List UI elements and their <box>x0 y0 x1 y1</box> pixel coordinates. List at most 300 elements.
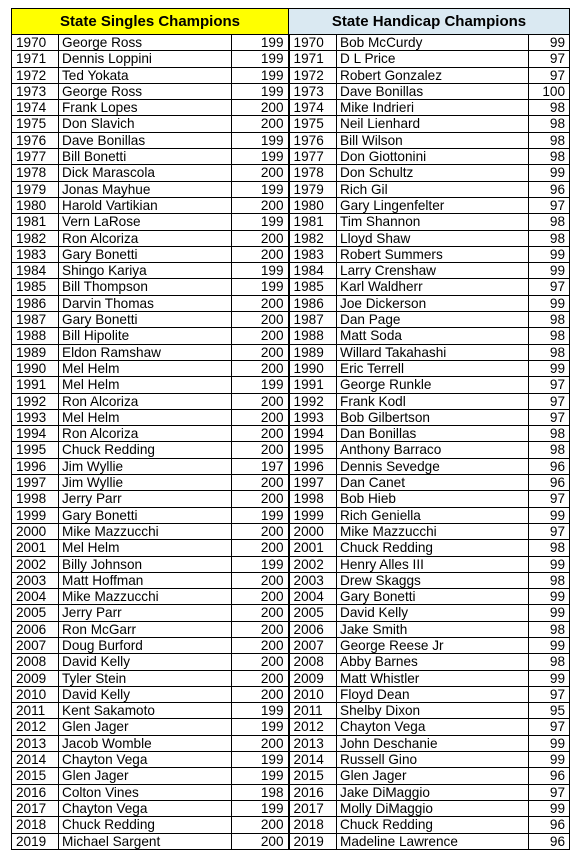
handicap-year-cell: 1996 <box>289 458 337 474</box>
handicap-name-cell: Tim Shannon <box>337 214 529 230</box>
singles-score-cell: 200 <box>232 735 289 751</box>
handicap-score-cell: 98 <box>529 654 570 670</box>
handicap-score-cell: 99 <box>529 735 570 751</box>
singles-year-cell: 1976 <box>12 132 59 148</box>
table-row <box>12 426 570 442</box>
singles-score-cell: 200 <box>232 360 289 376</box>
table-row <box>12 654 570 670</box>
singles-year-cell: 2016 <box>12 784 59 800</box>
table-row <box>12 670 570 686</box>
table-row <box>12 214 570 230</box>
singles-name-cell: Ted Yokata <box>59 67 232 83</box>
handicap-year-cell: 1995 <box>289 442 337 458</box>
table-row <box>12 703 570 719</box>
handicap-score-cell: 96 <box>529 458 570 474</box>
singles-name-cell: David Kelly <box>59 654 232 670</box>
table-row <box>12 344 570 360</box>
handicap-score-cell: 97 <box>529 393 570 409</box>
handicap-name-cell: Willard Takahashi <box>337 344 529 360</box>
singles-year-cell: 1994 <box>12 426 59 442</box>
singles-year-cell: 1988 <box>12 328 59 344</box>
handicap-year-cell: 1984 <box>289 263 337 279</box>
singles-score-cell: 200 <box>232 246 289 262</box>
singles-name-cell: Mel Helm <box>59 540 232 556</box>
singles-name-cell: Vern LaRose <box>59 214 232 230</box>
singles-year-cell: 1993 <box>12 409 59 425</box>
singles-year-cell: 1995 <box>12 442 59 458</box>
handicap-year-cell: 2016 <box>289 784 337 800</box>
handicap-name-cell: Shelby Dixon <box>337 703 529 719</box>
handicap-name-cell: John Deschanie <box>337 735 529 751</box>
singles-score-cell: 200 <box>232 116 289 132</box>
handicap-name-cell: Bill Wilson <box>337 132 529 148</box>
table-row <box>12 768 570 784</box>
handicap-name-cell: Jake DiMaggio <box>337 784 529 800</box>
handicap-name-cell: Mike Indrieri <box>337 100 529 116</box>
handicap-name-cell: Lloyd Shaw <box>337 230 529 246</box>
singles-score-cell: 200 <box>232 540 289 556</box>
singles-score-cell: 199 <box>232 51 289 67</box>
handicap-year-cell: 1974 <box>289 100 337 116</box>
singles-score-cell: 200 <box>232 572 289 588</box>
singles-score-cell: 200 <box>232 523 289 539</box>
singles-year-cell: 2004 <box>12 589 59 605</box>
singles-year-cell: 2001 <box>12 540 59 556</box>
singles-name-cell: Colton Vines <box>59 784 232 800</box>
singles-name-cell: Kent Sakamoto <box>59 703 232 719</box>
champions-sheet <box>11 8 569 850</box>
singles-year-cell: 1975 <box>12 116 59 132</box>
singles-name-cell: Shingo Kariya <box>59 263 232 279</box>
handicap-score-cell: 96 <box>529 475 570 491</box>
singles-score-cell: 200 <box>232 426 289 442</box>
singles-name-cell: Chayton Vega <box>59 800 232 816</box>
singles-name-cell: Eldon Ramshaw <box>59 344 232 360</box>
handicap-score-cell: 98 <box>529 328 570 344</box>
handicap-score-cell: 97 <box>529 409 570 425</box>
handicap-year-cell: 1986 <box>289 295 337 311</box>
handicap-score-cell: 99 <box>529 360 570 376</box>
handicap-score-cell: 99 <box>529 670 570 686</box>
singles-year-cell: 1996 <box>12 458 59 474</box>
table-row <box>12 197 570 213</box>
table-row <box>12 800 570 816</box>
handicap-score-cell: 96 <box>529 768 570 784</box>
handicap-score-cell: 98 <box>529 572 570 588</box>
handicap-name-cell: Robert Summers <box>337 246 529 262</box>
table-row <box>12 735 570 751</box>
handicap-score-cell: 97 <box>529 784 570 800</box>
table-row <box>12 719 570 735</box>
handicap-name-cell: Bob Gilbertson <box>337 409 529 425</box>
handicap-year-cell: 1980 <box>289 197 337 213</box>
handicap-year-cell: 2012 <box>289 719 337 735</box>
handicap-name-cell: Abby Barnes <box>337 654 529 670</box>
handicap-score-cell: 98 <box>529 312 570 328</box>
table-row <box>12 621 570 637</box>
handicap-year-cell: 2009 <box>289 670 337 686</box>
singles-year-cell: 2003 <box>12 572 59 588</box>
singles-score-cell: 200 <box>232 686 289 702</box>
table-row <box>12 100 570 116</box>
handicap-year-cell: 1981 <box>289 214 337 230</box>
singles-name-cell: Jerry Parr <box>59 491 232 507</box>
singles-name-cell: Chuck Redding <box>59 817 232 833</box>
handicap-year-cell: 1987 <box>289 312 337 328</box>
table-row <box>12 475 570 491</box>
handicap-name-cell: D L Price <box>337 51 529 67</box>
singles-score-cell: 199 <box>232 35 289 51</box>
handicap-name-cell: Gary Lingenfelter <box>337 197 529 213</box>
singles-year-cell: 1972 <box>12 67 59 83</box>
handicap-score-cell: 99 <box>529 35 570 51</box>
singles-year-cell: 1977 <box>12 149 59 165</box>
handicap-name-cell: Don Giottonini <box>337 149 529 165</box>
handicap-name-cell: Mike Mazzucchi <box>337 523 529 539</box>
handicap-score-cell: 97 <box>529 67 570 83</box>
table-row <box>12 181 570 197</box>
table-row <box>12 605 570 621</box>
singles-year-cell: 2009 <box>12 670 59 686</box>
singles-score-cell: 200 <box>232 605 289 621</box>
singles-score-cell: 197 <box>232 458 289 474</box>
table-row <box>12 132 570 148</box>
table-row <box>12 328 570 344</box>
singles-year-cell: 2015 <box>12 768 59 784</box>
handicap-name-cell: George Runkle <box>337 377 529 393</box>
singles-year-cell: 1998 <box>12 491 59 507</box>
singles-year-cell: 1984 <box>12 263 59 279</box>
handicap-name-cell: Gary Bonetti <box>337 589 529 605</box>
table-row <box>12 51 570 67</box>
singles-name-cell: Jim Wyllie <box>59 458 232 474</box>
handicap-name-cell: Dan Canet <box>337 475 529 491</box>
handicap-name-cell: Chayton Vega <box>337 719 529 735</box>
singles-year-cell: 1971 <box>12 51 59 67</box>
singles-year-cell: 1997 <box>12 475 59 491</box>
singles-year-cell: 1970 <box>12 35 59 51</box>
handicap-name-cell: Bob McCurdy <box>337 35 529 51</box>
singles-score-cell: 200 <box>232 589 289 605</box>
handicap-year-cell: 1990 <box>289 360 337 376</box>
singles-year-cell: 1982 <box>12 230 59 246</box>
singles-year-cell: 2018 <box>12 817 59 833</box>
handicap-year-cell: 1993 <box>289 409 337 425</box>
singles-score-cell: 199 <box>232 83 289 99</box>
table-row <box>12 637 570 653</box>
singles-score-cell: 200 <box>232 670 289 686</box>
singles-year-cell: 1973 <box>12 83 59 99</box>
singles-name-cell: Gary Bonetti <box>59 507 232 523</box>
singles-year-cell: 1987 <box>12 312 59 328</box>
handicap-score-cell: 99 <box>529 800 570 816</box>
singles-score-cell: 199 <box>232 768 289 784</box>
singles-name-cell: George Ross <box>59 83 232 99</box>
singles-name-cell: Mel Helm <box>59 360 232 376</box>
table-row <box>12 246 570 262</box>
table-row <box>12 686 570 702</box>
singles-name-cell: Mike Mazzucchi <box>59 523 232 539</box>
singles-score-cell: 199 <box>232 263 289 279</box>
singles-score-cell: 199 <box>232 703 289 719</box>
handicap-year-cell: 1988 <box>289 328 337 344</box>
handicap-score-cell: 97 <box>529 279 570 295</box>
table-row <box>12 523 570 539</box>
singles-name-cell: Tyler Stein <box>59 670 232 686</box>
handicap-name-cell: Don Schultz <box>337 165 529 181</box>
singles-name-cell: Ron McGarr <box>59 621 232 637</box>
handicap-name-cell: Eric Terrell <box>337 360 529 376</box>
singles-score-cell: 200 <box>232 475 289 491</box>
singles-score-cell: 199 <box>232 181 289 197</box>
handicap-name-cell: Matt Whistler <box>337 670 529 686</box>
table-row <box>12 540 570 556</box>
handicap-year-cell: 1977 <box>289 149 337 165</box>
singles-score-cell: 200 <box>232 312 289 328</box>
handicap-score-cell: 99 <box>529 246 570 262</box>
singles-name-cell: Doug Burford <box>59 637 232 653</box>
table-row <box>12 149 570 165</box>
handicap-year-cell: 2019 <box>289 833 337 849</box>
handicap-year-cell: 1976 <box>289 132 337 148</box>
singles-year-cell: 2006 <box>12 621 59 637</box>
singles-year-cell: 1999 <box>12 507 59 523</box>
singles-score-cell: 199 <box>232 214 289 230</box>
singles-year-cell: 1980 <box>12 197 59 213</box>
table-row <box>12 556 570 572</box>
handicap-year-cell: 2011 <box>289 703 337 719</box>
singles-name-cell: Ron Alcoriza <box>59 426 232 442</box>
singles-name-cell: Matt Hoffman <box>59 572 232 588</box>
table-row <box>12 295 570 311</box>
table-row <box>12 67 570 83</box>
handicap-name-cell: Matt Soda <box>337 328 529 344</box>
handicap-score-cell: 98 <box>529 149 570 165</box>
singles-name-cell: Ron Alcoriza <box>59 393 232 409</box>
singles-name-cell: Ron Alcoriza <box>59 230 232 246</box>
singles-year-cell: 1983 <box>12 246 59 262</box>
singles-name-cell: Chuck Redding <box>59 442 232 458</box>
singles-score-cell: 199 <box>232 719 289 735</box>
handicap-year-cell: 1997 <box>289 475 337 491</box>
table-row <box>12 263 570 279</box>
handicap-year-cell: 1983 <box>289 246 337 262</box>
handicap-year-cell: 2002 <box>289 556 337 572</box>
singles-name-cell: Chayton Vega <box>59 752 232 768</box>
handicap-name-cell: Rich Gil <box>337 181 529 197</box>
handicap-year-cell: 1989 <box>289 344 337 360</box>
singles-score-cell: 199 <box>232 149 289 165</box>
handicap-score-cell: 98 <box>529 344 570 360</box>
handicap-score-cell: 99 <box>529 295 570 311</box>
singles-score-cell: 199 <box>232 800 289 816</box>
table-row <box>12 572 570 588</box>
singles-year-cell: 2012 <box>12 719 59 735</box>
handicap-score-cell: 96 <box>529 833 570 849</box>
table-row <box>12 833 570 849</box>
table-row <box>12 35 570 51</box>
handicap-header: State Handicap Champions <box>289 9 570 35</box>
table-row <box>12 165 570 181</box>
handicap-year-cell: 1970 <box>289 35 337 51</box>
singles-name-cell: Michael Sargent <box>59 833 232 849</box>
singles-name-cell: Bill Bonetti <box>59 149 232 165</box>
handicap-name-cell: Drew Skaggs <box>337 572 529 588</box>
singles-year-cell: 2008 <box>12 654 59 670</box>
table-row <box>12 458 570 474</box>
singles-year-cell: 1979 <box>12 181 59 197</box>
singles-score-cell: 199 <box>232 132 289 148</box>
handicap-name-cell: Dave Bonillas <box>337 83 529 99</box>
handicap-year-cell: 2014 <box>289 752 337 768</box>
singles-year-cell: 1989 <box>12 344 59 360</box>
handicap-name-cell: Dennis Sevedge <box>337 458 529 474</box>
handicap-name-cell: David Kelly <box>337 605 529 621</box>
singles-name-cell: Bill Thompson <box>59 279 232 295</box>
handicap-year-cell: 2010 <box>289 686 337 702</box>
singles-year-cell: 1985 <box>12 279 59 295</box>
handicap-year-cell: 2007 <box>289 637 337 653</box>
singles-name-cell: Don Slavich <box>59 116 232 132</box>
singles-header: State Singles Champions <box>12 9 289 35</box>
handicap-year-cell: 1998 <box>289 491 337 507</box>
table-row <box>12 442 570 458</box>
singles-score-cell: 200 <box>232 817 289 833</box>
handicap-name-cell: Frank Kodl <box>337 393 529 409</box>
table-row <box>12 817 570 833</box>
handicap-score-cell: 100 <box>529 83 570 99</box>
handicap-year-cell: 2001 <box>289 540 337 556</box>
singles-score-cell: 200 <box>232 230 289 246</box>
singles-year-cell: 2014 <box>12 752 59 768</box>
handicap-score-cell: 98 <box>529 442 570 458</box>
singles-year-cell: 2019 <box>12 833 59 849</box>
table-row <box>12 312 570 328</box>
singles-name-cell: Jacob Womble <box>59 735 232 751</box>
singles-name-cell: Bill Hipolite <box>59 328 232 344</box>
table-row <box>12 752 570 768</box>
singles-score-cell: 199 <box>232 67 289 83</box>
handicap-score-cell: 98 <box>529 214 570 230</box>
singles-name-cell: Gary Bonetti <box>59 246 232 262</box>
handicap-score-cell: 96 <box>529 817 570 833</box>
handicap-score-cell: 99 <box>529 263 570 279</box>
table-row <box>12 784 570 800</box>
singles-name-cell: Glen Jager <box>59 719 232 735</box>
singles-name-cell: Dennis Loppini <box>59 51 232 67</box>
handicap-year-cell: 1999 <box>289 507 337 523</box>
singles-score-cell: 200 <box>232 491 289 507</box>
handicap-score-cell: 99 <box>529 589 570 605</box>
handicap-name-cell: George Reese Jr <box>337 637 529 653</box>
singles-name-cell: Glen Jager <box>59 768 232 784</box>
handicap-score-cell: 99 <box>529 556 570 572</box>
singles-year-cell: 2013 <box>12 735 59 751</box>
singles-score-cell: 198 <box>232 784 289 800</box>
handicap-name-cell: Karl Waldherr <box>337 279 529 295</box>
singles-name-cell: Gary Bonetti <box>59 312 232 328</box>
singles-score-cell: 200 <box>232 295 289 311</box>
singles-score-cell: 200 <box>232 393 289 409</box>
handicap-name-cell: Anthony Barraco <box>337 442 529 458</box>
singles-score-cell: 200 <box>232 654 289 670</box>
handicap-score-cell: 99 <box>529 637 570 653</box>
singles-name-cell: Jim Wyllie <box>59 475 232 491</box>
handicap-year-cell: 1982 <box>289 230 337 246</box>
champions-table <box>11 8 570 850</box>
handicap-score-cell: 98 <box>529 426 570 442</box>
table-row <box>12 507 570 523</box>
handicap-name-cell: Rich Geniella <box>337 507 529 523</box>
singles-name-cell: Darvin Thomas <box>59 295 232 311</box>
handicap-score-cell: 98 <box>529 230 570 246</box>
table-row <box>12 589 570 605</box>
singles-score-cell: 199 <box>232 279 289 295</box>
singles-name-cell: Frank Lopes <box>59 100 232 116</box>
singles-year-cell: 1981 <box>12 214 59 230</box>
handicap-score-cell: 97 <box>529 377 570 393</box>
table-row <box>12 360 570 376</box>
handicap-year-cell: 2004 <box>289 589 337 605</box>
singles-score-cell: 200 <box>232 637 289 653</box>
singles-name-cell: Mel Helm <box>59 409 232 425</box>
singles-year-cell: 2007 <box>12 637 59 653</box>
handicap-score-cell: 97 <box>529 197 570 213</box>
handicap-score-cell: 97 <box>529 686 570 702</box>
handicap-year-cell: 2003 <box>289 572 337 588</box>
handicap-name-cell: Robert Gonzalez <box>337 67 529 83</box>
singles-year-cell: 1992 <box>12 393 59 409</box>
handicap-score-cell: 99 <box>529 605 570 621</box>
handicap-year-cell: 2006 <box>289 621 337 637</box>
singles-year-cell: 2011 <box>12 703 59 719</box>
handicap-score-cell: 96 <box>529 181 570 197</box>
singles-score-cell: 200 <box>232 100 289 116</box>
singles-year-cell: 2017 <box>12 800 59 816</box>
handicap-year-cell: 1985 <box>289 279 337 295</box>
singles-score-cell: 199 <box>232 752 289 768</box>
singles-name-cell: Dick Marascola <box>59 165 232 181</box>
handicap-year-cell: 2008 <box>289 654 337 670</box>
table-row <box>12 409 570 425</box>
handicap-year-cell: 1971 <box>289 51 337 67</box>
singles-name-cell: Jonas Mayhue <box>59 181 232 197</box>
handicap-score-cell: 97 <box>529 719 570 735</box>
singles-name-cell: Mel Helm <box>59 377 232 393</box>
handicap-name-cell: Molly DiMaggio <box>337 800 529 816</box>
handicap-year-cell: 1973 <box>289 83 337 99</box>
handicap-name-cell: Glen Jager <box>337 768 529 784</box>
singles-name-cell: Billy Johnson <box>59 556 232 572</box>
handicap-score-cell: 99 <box>529 752 570 768</box>
handicap-score-cell: 99 <box>529 507 570 523</box>
handicap-year-cell: 1992 <box>289 393 337 409</box>
handicap-score-cell: 98 <box>529 132 570 148</box>
handicap-name-cell: Floyd Dean <box>337 686 529 702</box>
handicap-score-cell: 99 <box>529 165 570 181</box>
singles-name-cell: David Kelly <box>59 686 232 702</box>
handicap-year-cell: 1979 <box>289 181 337 197</box>
handicap-score-cell: 97 <box>529 523 570 539</box>
singles-year-cell: 1974 <box>12 100 59 116</box>
champions-rows <box>12 35 570 850</box>
singles-name-cell: Jerry Parr <box>59 605 232 621</box>
table-row <box>12 491 570 507</box>
singles-score-cell: 199 <box>232 556 289 572</box>
singles-year-cell: 2002 <box>12 556 59 572</box>
handicap-year-cell: 2013 <box>289 735 337 751</box>
header-row <box>12 9 570 35</box>
